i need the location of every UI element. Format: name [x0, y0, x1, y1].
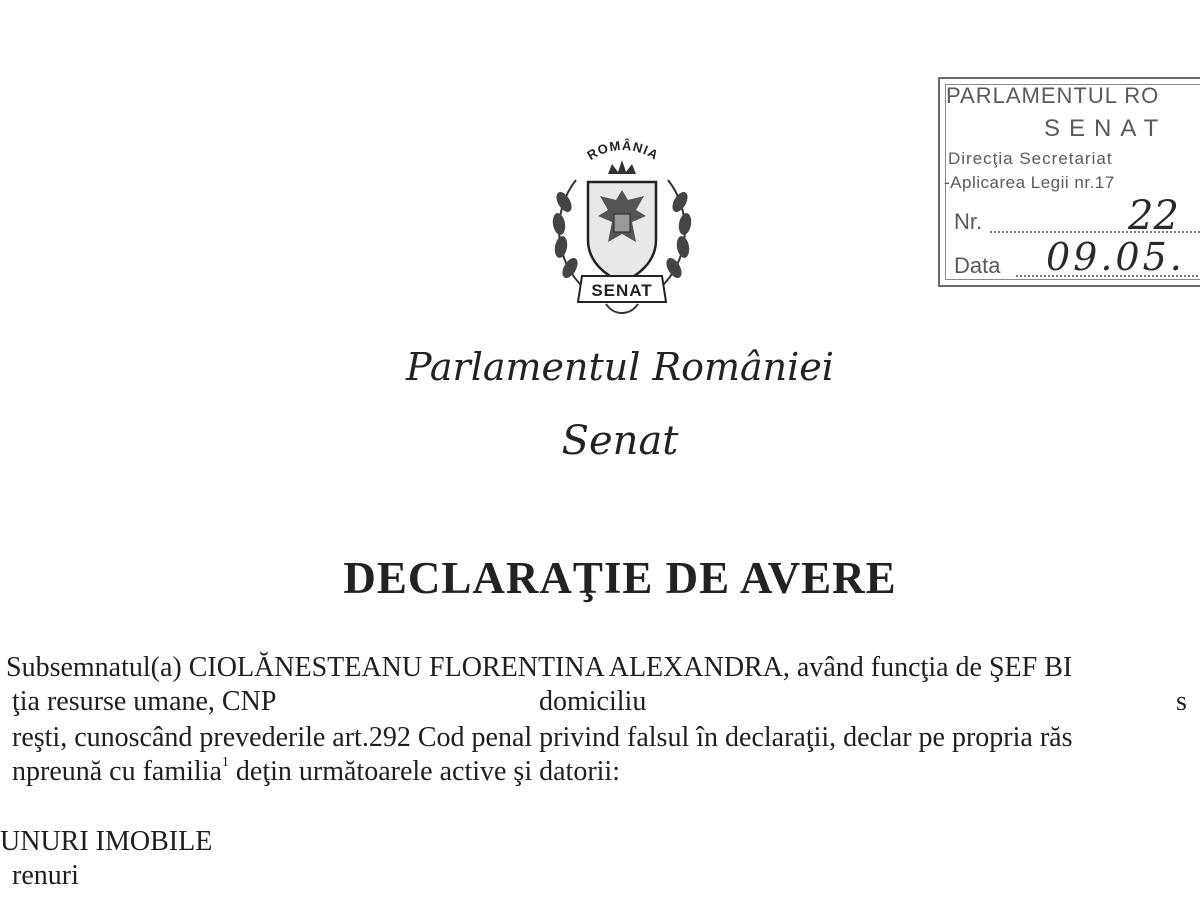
- emblem-bottom-text: SENAT: [591, 281, 653, 300]
- subsection-heading: renuri: [12, 860, 79, 891]
- stamp-nr-label: Nr.: [954, 209, 983, 234]
- section-heading: UNURI IMOBILE: [0, 826, 213, 857]
- stamp-senat: SENAT: [1044, 115, 1168, 142]
- declaration-line-1: Subsemnatul(a) CIOLĂNESTEANU FLORENTINA ALEXANDRA, având funcţia de ŞEF BI: [6, 652, 1073, 683]
- line-2-tail: s: [1176, 686, 1187, 717]
- declaration-line-2: [12, 686, 1187, 718]
- senate-coat-of-arms-emblem: [546, 130, 698, 318]
- institution-heading: Parlamentul României: [406, 345, 834, 389]
- stamp-direction: Direcţia Secretariat: [948, 149, 1113, 168]
- department-cnp-text: ţia resurse umane, CNP: [12, 686, 277, 717]
- stamp-institution: PARLAMENTUL RO: [946, 83, 1160, 108]
- family-text: npreună cu familia: [12, 756, 222, 787]
- declaration-line-4: [12, 756, 620, 788]
- svg-text:ROMÂNIA: [584, 138, 661, 163]
- registration-stamp: [938, 77, 1200, 287]
- chamber-heading: Senat: [561, 418, 679, 464]
- stamp-law: -Aplicarea Legii nr.17: [944, 173, 1115, 192]
- declaration-line-3: reşti, cunoscând prevederile art.292 Cod penal privind falsul în declaraţii, declar pe propria răs: [12, 722, 1073, 753]
- domicile-label: domiciliu: [539, 686, 647, 717]
- stamp-date-handwritten: 09.05.: [1046, 235, 1185, 279]
- document-title: DECLARAŢIE DE AVERE: [343, 553, 897, 603]
- stamp-nr-handwritten: 22: [1128, 193, 1179, 239]
- stamp-data-label: Data: [954, 253, 1001, 278]
- assets-text: deţin următoarele active şi datorii:: [228, 756, 620, 787]
- emblem-top-text: ROMÂNIA: [584, 137, 662, 163]
- footnote-marker: 1: [221, 754, 229, 770]
